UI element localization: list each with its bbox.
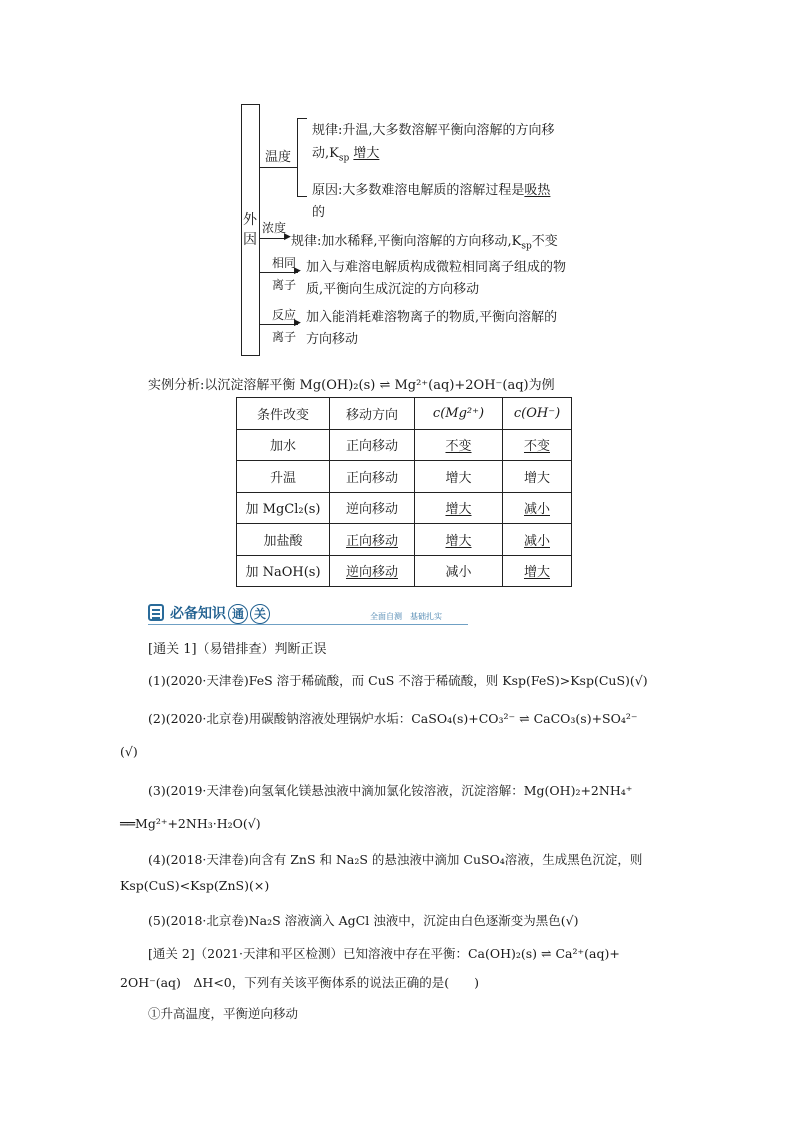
temp-ksp-answer: 增大 [353, 146, 380, 161]
temp-bracket-top [297, 118, 307, 119]
table-row [237, 429, 572, 461]
temp-connector [260, 167, 298, 168]
table-cell: 正向移动 [330, 461, 415, 493]
temp-bracket-bottom [297, 196, 307, 197]
external-factor-label: 外因 [243, 212, 257, 248]
banner-underline [148, 624, 468, 625]
table-header-cell: 条件改变 [237, 398, 330, 430]
table-header-cell: c(OH⁻) [503, 398, 572, 430]
table-cell: 减小 [415, 555, 503, 587]
react-ion-text-1: 加入能消耗难溶物离子的物质,平衡向溶解的 [306, 310, 558, 325]
table-cell: 加 NaOH(s) [237, 555, 330, 587]
table-cell: 增大 [415, 524, 503, 556]
temp-reason-line2: 的 [312, 205, 326, 220]
temp-label: 温度 [265, 150, 292, 165]
temp-rule-line1: 规律:升温,大多数溶解平衡向溶解的方向移 [312, 123, 555, 138]
react-ion-text-2: 方向移动 [306, 332, 359, 347]
q1-item-4: (4)(2018·天津卷)向含有 ZnS 和 Na₂S 的悬浊液中滴加 CuSO₄溶液，生成黑色沉淀，则 [148, 852, 643, 867]
q2-option-1: ①升高温度，平衡逆向移动 [148, 1006, 299, 1021]
conc-rule: 规律:加水稀释,平衡向溶解的方向移动$,K_{sp}$不变 [291, 234, 558, 252]
table-cell: 减小 [503, 492, 572, 524]
q1-item-3-cont: ══Mg²⁺+2NH₃·H₂O(√) [120, 816, 261, 831]
conc-arrow-head: ▶ [284, 232, 291, 242]
react-ion-label-1: 反应 [272, 308, 297, 322]
conc-arrow [260, 238, 286, 239]
q1-heading: [通关 1]（易错排查）判断正误 [148, 642, 327, 657]
table-row [237, 461, 572, 493]
table-cell: 不变 [415, 429, 503, 461]
q2-heading-cont: 2OH⁻(aq) ΔH<0，下列有关该平衡体系的说法正确的是( ) [120, 975, 480, 990]
q1-item-2: (2)(2020·北京卷)用碳酸钠溶液处理锅炉水垢：CaSO₄(s)+CO₃²⁻ ⇌ CaCO₃(s)+SO₄²⁻ [148, 711, 638, 726]
table-cell: 增大 [415, 492, 503, 524]
common-ion-text-2: 质,平衡向生成沉淀的方向移动 [306, 282, 480, 297]
table-header-cell: 移动方向 [330, 398, 415, 430]
table-cell: 逆向移动 [330, 492, 415, 524]
bracket-top-line [241, 104, 260, 105]
temp-reason-answer: 吸热 [524, 183, 551, 198]
table-row [237, 555, 572, 587]
bracket-bottom-line [241, 355, 260, 356]
common-ion-arrow [260, 272, 298, 273]
table-cell: 升温 [237, 461, 330, 493]
stamp-guan: 关 [250, 604, 270, 624]
q1-item-4-cont: Ksp(CuS)<Ksp(ZnS)(×) [120, 878, 270, 893]
table-cell: 加盐酸 [237, 524, 330, 556]
table-header-cell: c(Mg²⁺) [415, 398, 503, 430]
table-cell: 不变 [503, 429, 572, 461]
table-cell: 增大 [415, 461, 503, 493]
book-icon [148, 604, 164, 621]
stamp-tong: 通 [228, 604, 248, 624]
temp-reason-line1: 原因:大多数难溶电解质的溶解过程是吸热 [312, 183, 551, 198]
example-heading: 实例分析:以沉淀溶解平衡 Mg(OH)₂(s) ⇌ Mg²⁺(aq)+2OH⁻(aq)为例 [148, 378, 555, 393]
table-cell: 增大 [503, 555, 572, 587]
condition-table [236, 397, 572, 587]
react-ion-arrow-head: ▶ [294, 318, 301, 328]
table-cell: 加水 [237, 429, 330, 461]
bracket-left-line [241, 104, 242, 356]
common-ion-arrow-head: ▶ [294, 266, 301, 276]
common-ion-label-2: 离子 [272, 278, 297, 292]
bracket-right-line [259, 104, 260, 356]
react-ion-label-2: 离子 [272, 330, 297, 344]
table-header-row [237, 398, 572, 430]
table-cell: 加 MgCl₂(s) [237, 492, 330, 524]
common-ion-text-1: 加入与难溶电解质构成微粒相同离子组成的物 [306, 260, 567, 275]
q1-item-3: (3)(2019·天津卷)向氢氧化镁悬浊液中滴加氯化铵溶液，沉淀溶解：Mg(OH)₂+2NH₄⁺ [148, 783, 633, 798]
banner-subtitle: 全面自测 基础扎实 [370, 612, 442, 621]
table-row [237, 492, 572, 524]
temp-bracket [297, 118, 298, 196]
q2-heading: [通关 2]（2021·天津和平区检测）已知溶液中存在平衡：Ca(OH)₂(s) ⇌ Ca²⁺(aq)+ [148, 946, 620, 961]
conc-label: 浓度 [262, 221, 287, 235]
table-row [237, 524, 572, 556]
common-ion-label-1: 相同 [272, 256, 297, 270]
q1-item-1: (1)(2020·天津卷)FeS 溶于稀硫酸，而 CuS 不溶于稀硫酸，则 Ksp(FeS)>Ksp(CuS)(√) [148, 673, 648, 688]
banner-title: 必备知识 通 关 [170, 603, 270, 624]
react-ion-arrow [260, 324, 298, 325]
table-cell: 逆向移动 [330, 555, 415, 587]
table-cell: 正向移动 [330, 429, 415, 461]
table-cell: 正向移动 [330, 524, 415, 556]
q1-item-5: (5)(2018·北京卷)Na₂S 溶液滴入 AgCl 浊液中，沉淀由白色逐渐变为黑色(√) [148, 913, 579, 928]
table-cell: 增大 [503, 461, 572, 493]
temp-rule-line2: 动$,K_{sp}$ 增大 [312, 146, 380, 164]
q1-item-2-answer: (√) [120, 744, 138, 759]
table-cell: 减小 [503, 524, 572, 556]
